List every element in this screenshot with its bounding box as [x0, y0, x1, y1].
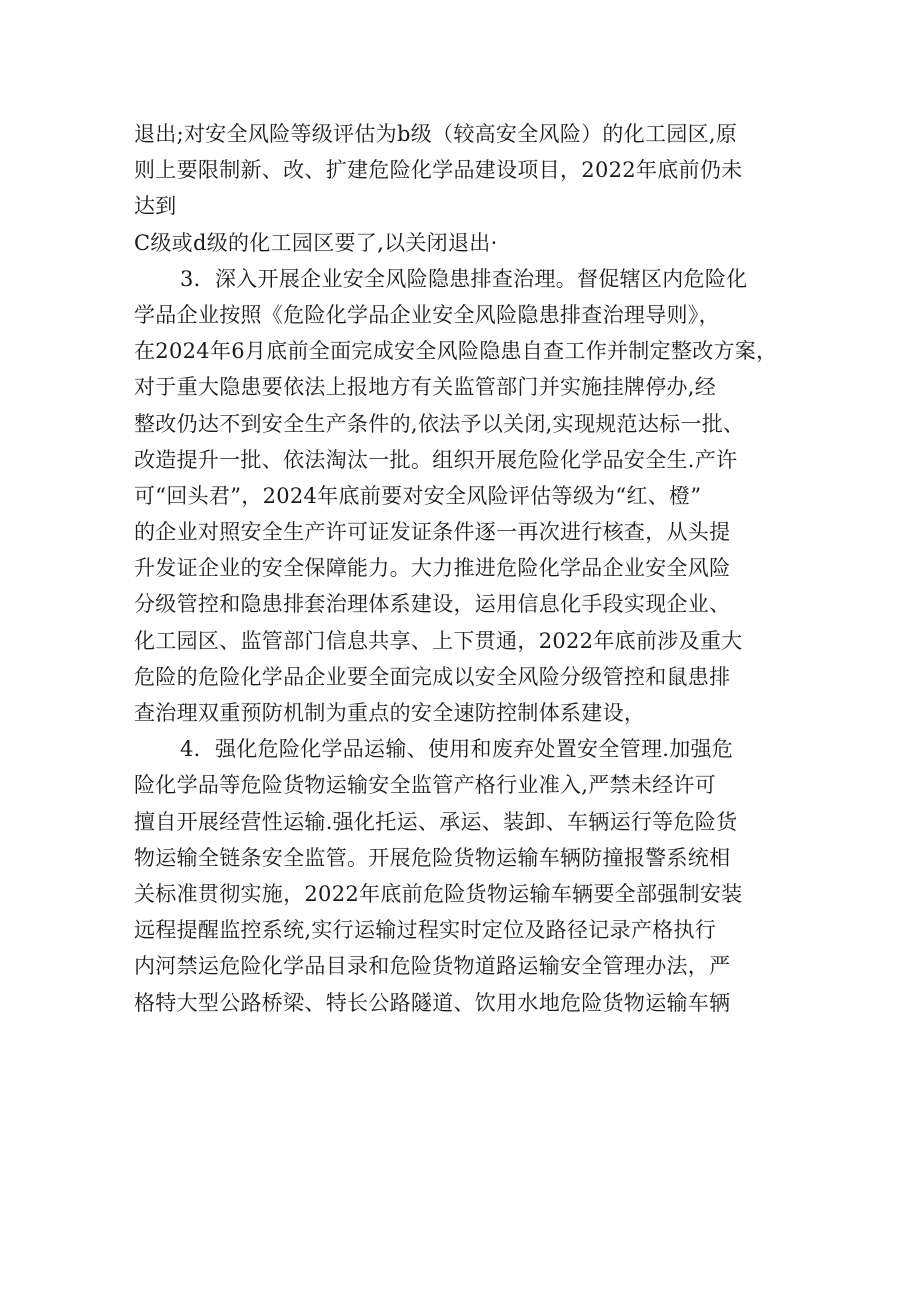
paragraph-first-line: 3．深入开展企业安全风险隐患排查治理。督促辖区内危险化 [180, 266, 748, 291]
text-line: 格特大型公路桥梁、特长公路隧道、饮用水地危险货物运输车辆 [134, 990, 731, 1015]
text-line: 危险的危险化学品企业要全面完成以安全风险分级管控和鼠患排 [134, 664, 731, 689]
text-line: 内河禁运危险化学品目录和危险货物道路运输安全管理办法，严 [134, 954, 731, 979]
paragraph-first-line: 4．强化危险化学品运输、使用和废弃处置安全管理.加强危 [180, 737, 734, 762]
text-line: 化工园区、监管部门信息共享、上下贯通，2022年底前涉及重大 [134, 628, 743, 653]
text-line: 查治理双重预防机制为重点的安全速防控制体系建设， [134, 701, 646, 725]
text-line: 物运输全链条安全监管。开展危险货物运输车辆防撞报警系统相 [134, 845, 731, 870]
text-line: 远程提醒监控系统,实行运输过程实时定位及路径记录产格执行 [134, 918, 717, 943]
text-line: 学品企业按照《危险化学品企业安全风险隐患排查治理导则》， [134, 302, 720, 327]
text-line: 则上要限制新、改、扩建危险化学品建设项目，2022年底前仍未 [134, 158, 743, 183]
text-line: 退出;对安全风险等级评估为b级（较高安全风险）的化工园区,原 [134, 122, 738, 146]
text-line: 改造提升一批、依法淘汰一批。组织开展危险化学品安全生.产许 [134, 447, 738, 472]
text-line: 对于重大隐患要依法上报地方有关监管部门并实施挂牌停办,经 [134, 375, 717, 400]
text-line: 分级管控和隐患排套治理体系建设，运用信息化手段实现企业、 [134, 592, 731, 617]
text-line: 的企业对照安全生产许可证发证条件逐一再次进行核查，从头提 [134, 520, 731, 545]
text-line: 达到 [134, 194, 177, 219]
text-line: 升发证企业的安全保障能力。大力推进危险化学品企业安全风险 [134, 556, 731, 581]
text-line: 险化学品等危险货物运输安全监管产格行业准入,严禁未经许可 [134, 773, 717, 798]
document-body [134, 116, 804, 1021]
text-line: C级或d级的化工园区要了,以关闭退出· [134, 230, 498, 255]
text-line: 整改仍达不到安全生产条件的,依法予以关闭,实现规范达标一批、 [134, 411, 745, 436]
text-line: 擅自开展经营性运输.强化托运、承运、装卸、车辆运行等危险货 [134, 809, 738, 834]
text-line: 关标准贯彻实施，2022年底前危险货物运输车辆要全部强制安装 [134, 881, 743, 906]
text-line: 在2024年6月底前全面完成安全风险隐患自查工作并制定整改方案， [134, 339, 778, 364]
text-line: 可“回头君”，2024年底前要对安全风险评估等级为“红、橙” [134, 483, 702, 508]
